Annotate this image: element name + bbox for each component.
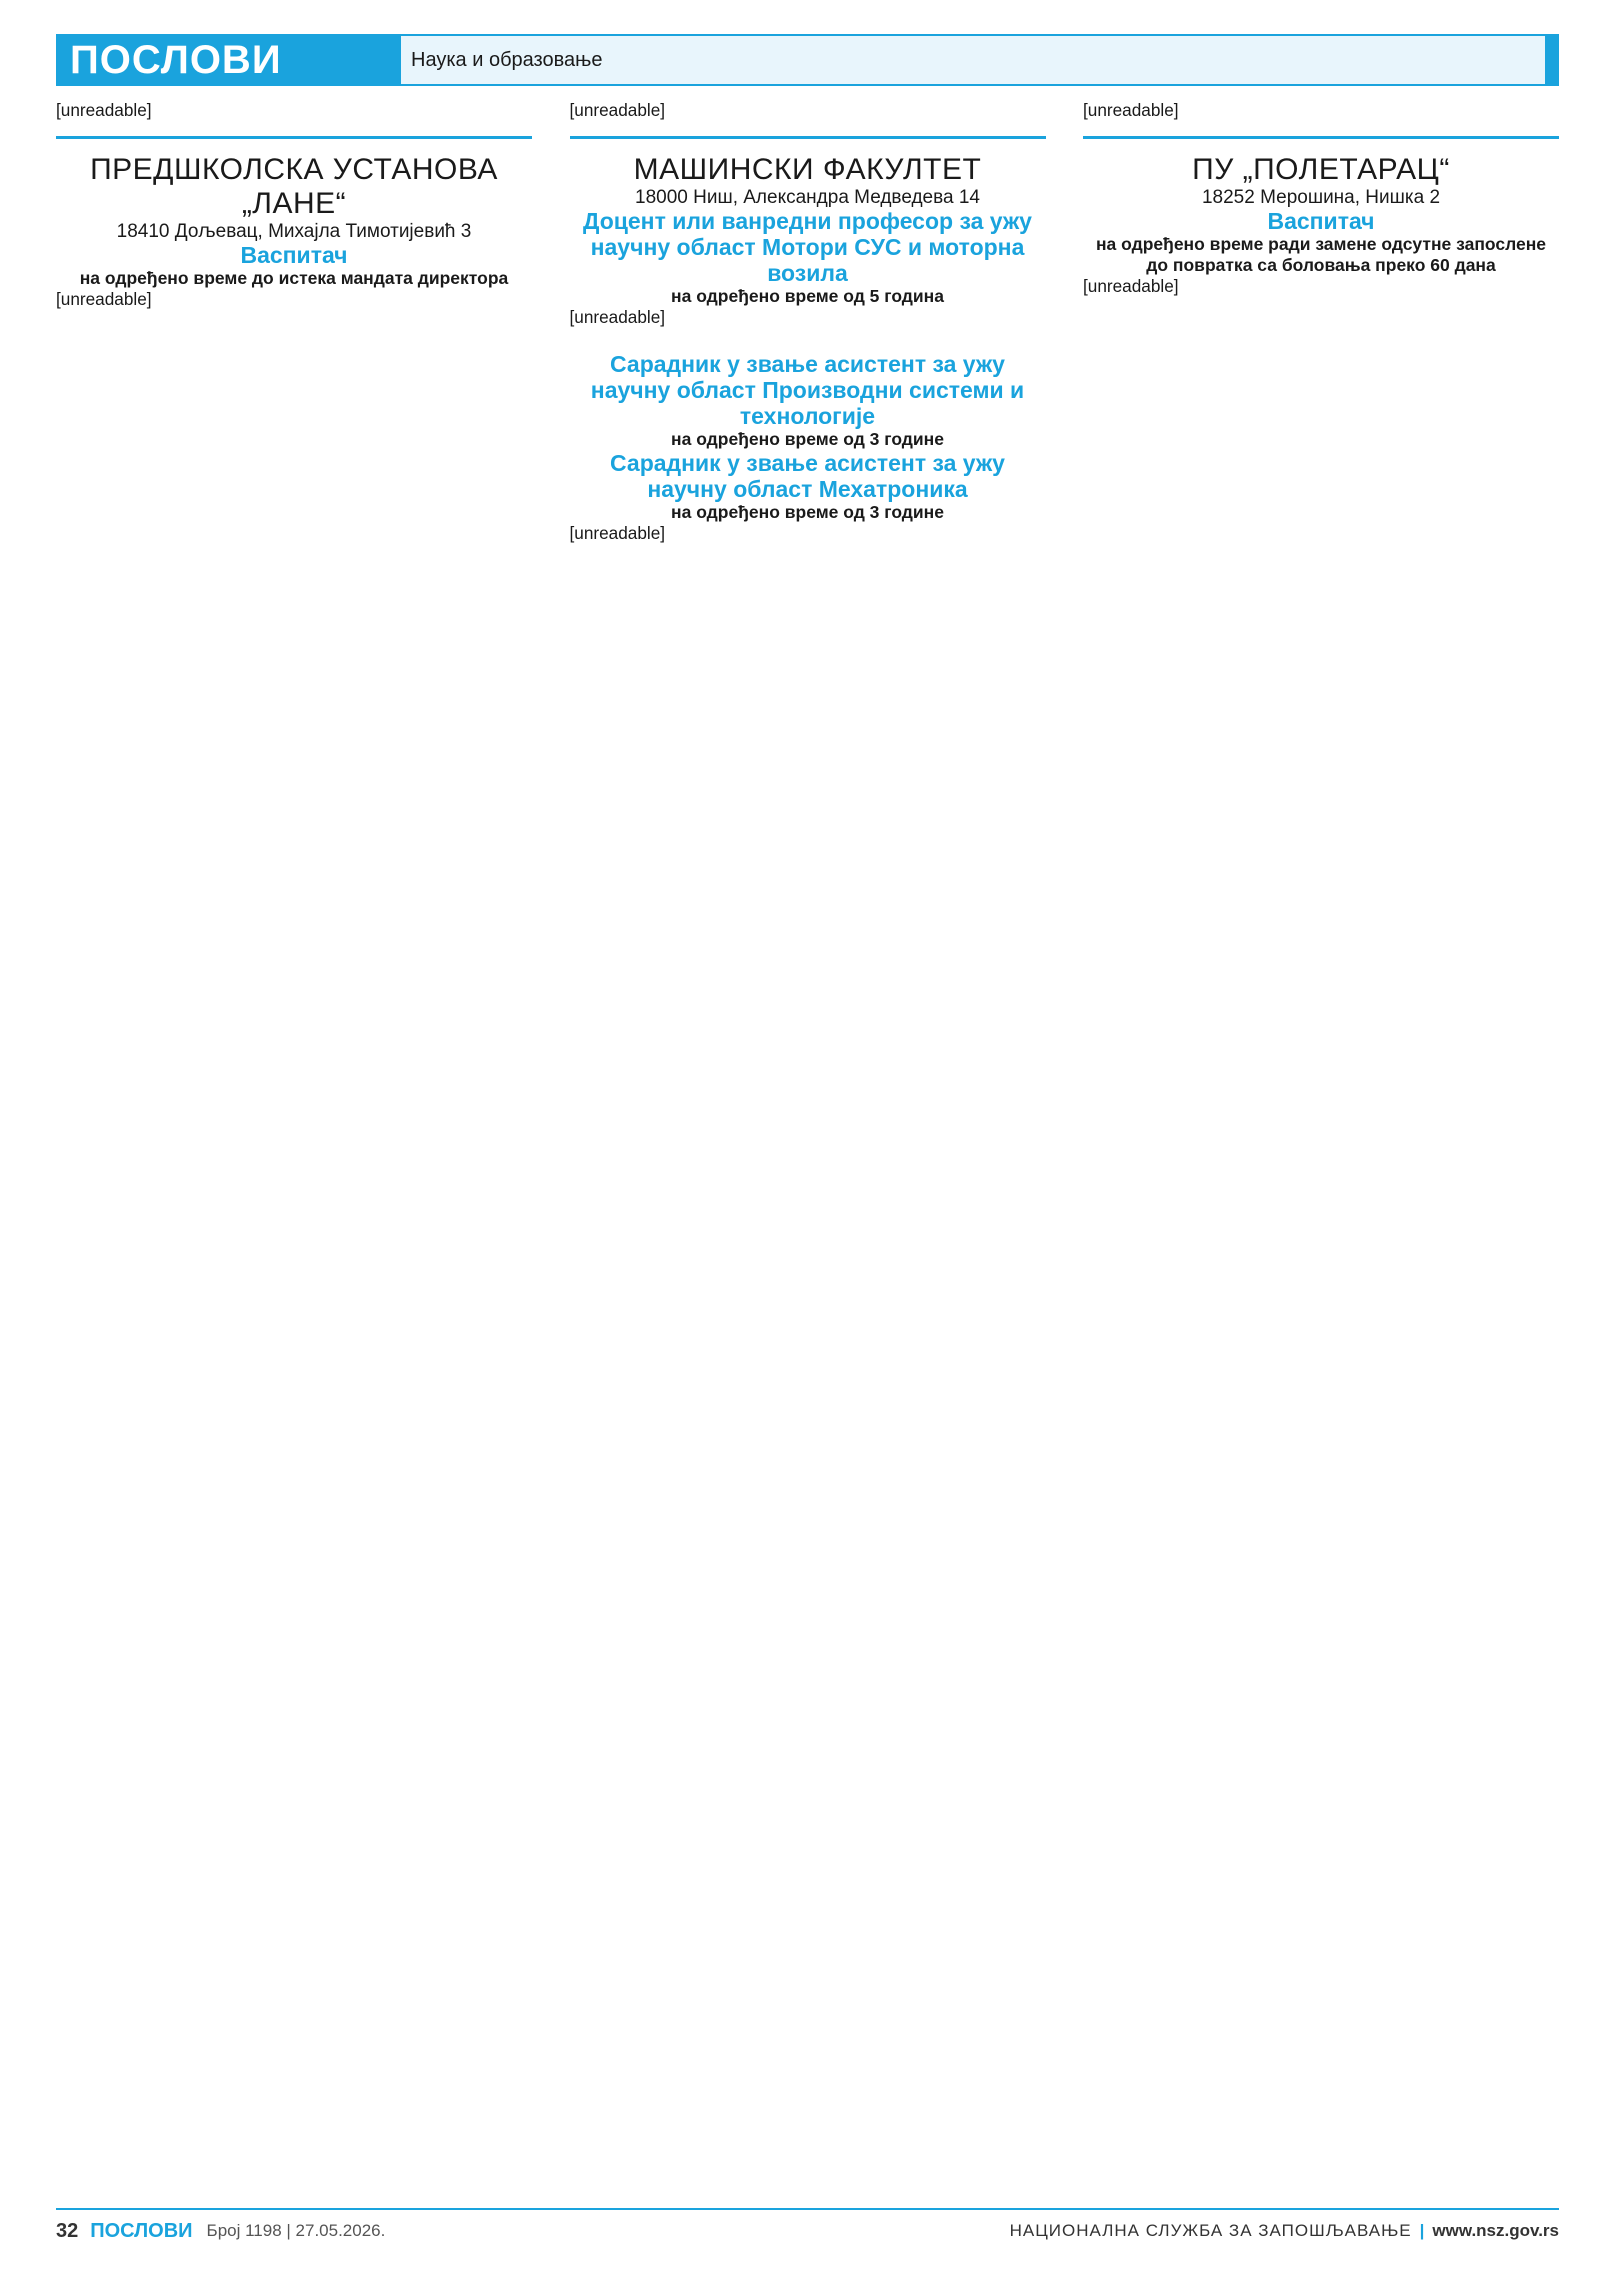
position-title: Доцент или ванредни професор за ужу научну област Мотори СУС и моторна возила	[583, 208, 1032, 286]
footer-separator: |	[1419, 2221, 1425, 2240]
institution-address: 18252 Мерошина, Нишка 2	[1201, 186, 1441, 208]
position-term: на одређено време од 3 године	[671, 501, 944, 522]
position-title: Сарадник у звање асистент за ужу научну област Мехатроника	[610, 449, 1005, 502]
position-term: на одређено време од 3 године	[671, 428, 944, 449]
institution-name-line1: ПРЕДШКОЛСКА УСТАНОВА	[90, 152, 498, 186]
continued-text: [unreadable]	[1083, 100, 1179, 120]
column-3	[1083, 100, 1559, 2148]
position-term: на одређено време до истека мандата директора	[79, 268, 509, 288]
continued-text: [unreadable]	[569, 100, 666, 120]
issue-info: Број 1198 | 27.05.2026.	[206, 2221, 386, 2240]
institution-name-line2: „ЛАНЕ“	[241, 186, 347, 220]
conditions-text: [unreadable]	[56, 289, 152, 309]
institution-name: ПУ „ПОЛЕТАРАЦ“	[1192, 152, 1450, 186]
position-term: на одређено време ради замене одсутне запослене до повратка са боловања преко 60 дана	[1095, 234, 1547, 275]
position-term: на одређено време од 5 година	[671, 286, 944, 306]
newspaper-page	[56, 34, 1559, 2250]
page-footer	[56, 2208, 1559, 2252]
footer-brand: ПОСЛОВИ	[90, 2219, 193, 2242]
continued-text: [unreadable]	[56, 100, 152, 120]
conditions-text: [unreadable]	[569, 307, 666, 327]
footer-right	[1010, 2221, 1559, 2241]
column-1	[56, 100, 532, 2148]
position-title: Сарадник у звање асистент за ужу научну област Производни системи и технологије	[590, 350, 1025, 429]
institution-address: 18410 Дољевац, Михајла Тимотијевић 3	[116, 220, 472, 242]
position-title: Васпитач	[1267, 208, 1375, 234]
header-tab-decoration	[1545, 34, 1559, 86]
header-brand: ПОСЛОВИ	[56, 34, 401, 86]
header-section-label: Наука и образовање	[401, 34, 1545, 86]
column-2	[570, 100, 1046, 2148]
institution-block-masinski	[570, 136, 1046, 209]
conditions-text: [unreadable]	[569, 522, 666, 543]
institution-block-lane	[56, 136, 532, 243]
institution-name: МАШИНСКИ ФАКУЛТЕТ	[633, 152, 982, 186]
article-columns	[56, 100, 1559, 2148]
page-number: 32	[56, 2219, 79, 2242]
conditions-text: [unreadable]	[1083, 276, 1179, 296]
website-link[interactable]: www.nsz.gov.rs	[1432, 2221, 1559, 2240]
position-title: Васпитач	[240, 242, 348, 268]
organization-name: НАЦИОНАЛНА СЛУЖБА ЗА ЗАПОШЉАВАЊЕ	[1009, 2221, 1412, 2240]
institution-address: 18000 Ниш, Александра Медведева 14	[635, 186, 980, 208]
page-header	[56, 34, 1559, 86]
institution-block-poletarac	[1083, 136, 1559, 209]
